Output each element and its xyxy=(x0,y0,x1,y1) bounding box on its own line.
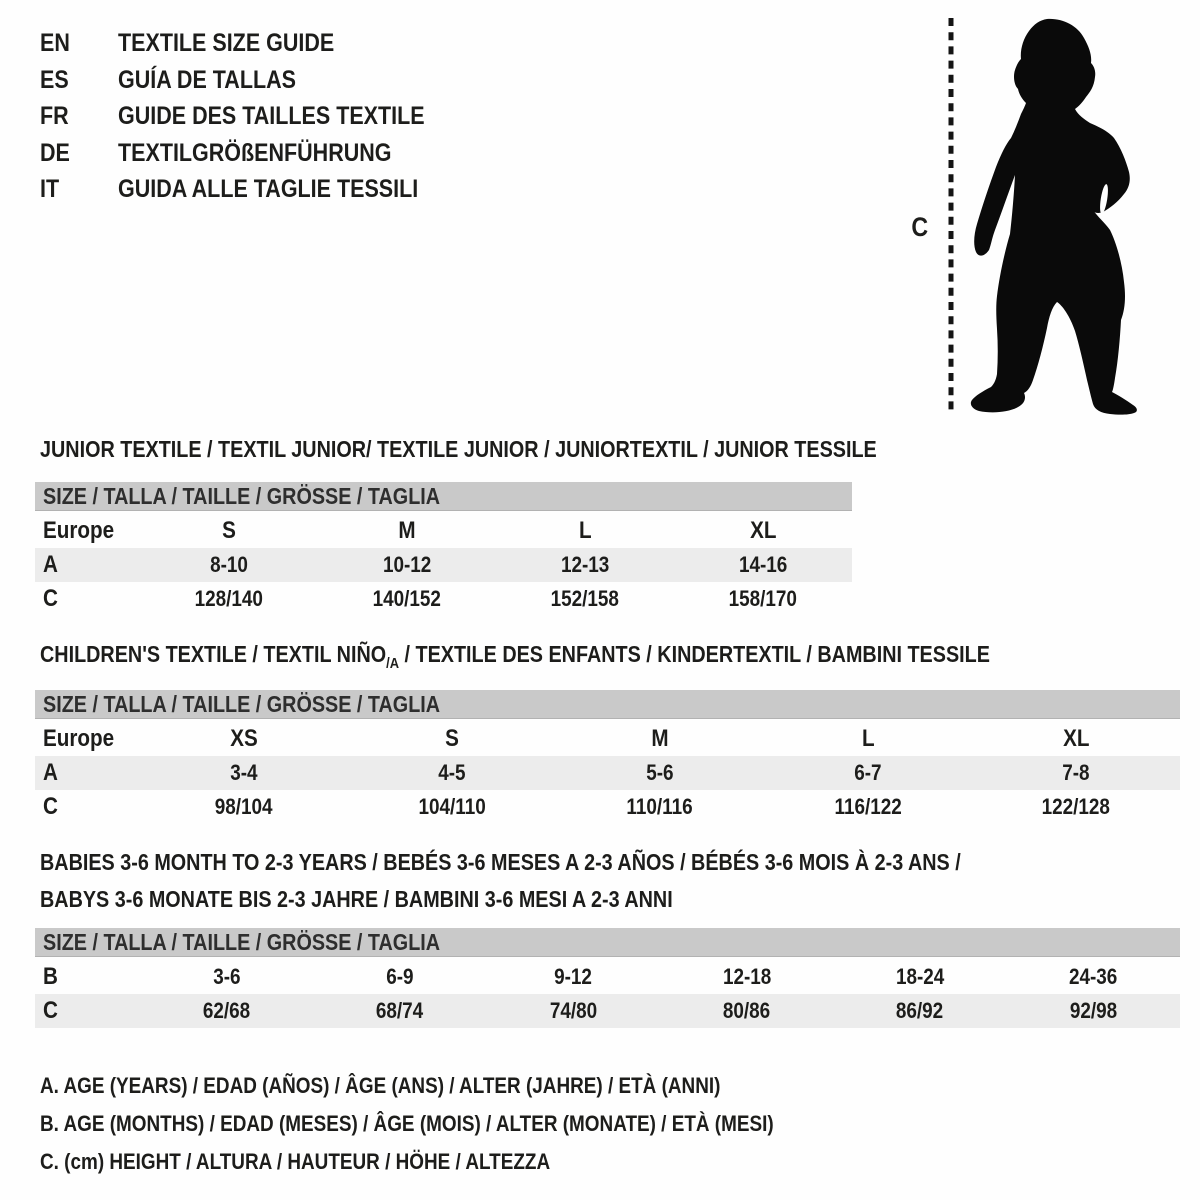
language-title-text: TEXTILE SIZE GUIDE xyxy=(118,29,335,57)
measure-label-text: C xyxy=(911,212,929,242)
table-cell-text: 80/86 xyxy=(722,998,771,1023)
babies-section-title-line2 xyxy=(40,886,776,912)
table-cell-text: 152/158 xyxy=(550,586,620,611)
language-code-text: FR xyxy=(40,102,69,130)
table-cell-text: 12-13 xyxy=(560,552,610,577)
table-cell-text: 24-36 xyxy=(1069,964,1118,989)
table-cell-text: 98/104 xyxy=(215,794,273,819)
table-cell xyxy=(313,964,486,990)
language-title xyxy=(118,62,325,99)
size-cell xyxy=(348,725,556,753)
table-cell xyxy=(660,964,833,990)
row-label-text: C xyxy=(43,585,58,612)
language-code-text: DE xyxy=(40,138,70,167)
row-label xyxy=(35,793,140,821)
table-cell xyxy=(348,794,556,820)
table-cell xyxy=(318,586,496,612)
legend xyxy=(40,1067,893,1181)
size-cell-text: L xyxy=(861,725,875,752)
language-title xyxy=(118,25,369,62)
table-cell xyxy=(348,760,556,786)
row-label xyxy=(35,725,140,753)
row-label xyxy=(35,997,140,1025)
size-cell xyxy=(674,517,852,545)
babies-table xyxy=(35,928,1180,1028)
size-cell xyxy=(556,725,764,753)
table-cell xyxy=(140,586,318,612)
babies-section-title-line1 xyxy=(40,849,1111,875)
size-cell xyxy=(496,517,674,545)
size-cell-text: S xyxy=(445,725,459,752)
row-label-text: B xyxy=(43,963,58,990)
language-title xyxy=(118,98,475,135)
table-cell xyxy=(496,586,674,612)
table-cell xyxy=(140,552,318,578)
legend-line-a xyxy=(40,1067,893,1105)
table-cell xyxy=(972,760,1180,786)
size-cell-text: M xyxy=(398,517,416,544)
legend-line-c xyxy=(40,1143,893,1181)
table-cell xyxy=(674,552,852,578)
table-cell xyxy=(764,760,972,786)
junior-table-header-bar xyxy=(35,482,852,511)
table-cell xyxy=(833,998,1006,1024)
children-age-row xyxy=(35,756,1180,790)
size-cell xyxy=(140,517,318,545)
language-list xyxy=(40,25,475,208)
table-cell-text: 128/140 xyxy=(194,586,264,611)
children-section-title xyxy=(40,641,1145,677)
junior-size-row xyxy=(35,514,852,548)
table-cell-text: 3-4 xyxy=(230,760,258,785)
table-cell-text: 9-12 xyxy=(554,964,593,989)
table-cell xyxy=(140,794,348,820)
table-cell xyxy=(487,964,660,990)
toddler-silhouette-path xyxy=(971,19,1137,415)
row-label xyxy=(35,759,140,787)
language-code xyxy=(40,171,118,208)
children-height-row xyxy=(35,790,1180,824)
language-code xyxy=(40,135,118,172)
row-label xyxy=(35,963,140,991)
language-title-text: GUIDE DES TAILLES TEXTILE xyxy=(118,102,425,130)
toddler-silhouette-icon xyxy=(971,19,1137,415)
row-label-text: A xyxy=(43,759,58,786)
junior-age-row xyxy=(35,548,852,582)
row-label-text: Europe xyxy=(43,517,115,544)
size-header-label: SIZE / TALLA / TAILLE / GRÖSSE / TAGLIA xyxy=(43,690,441,717)
table-cell-text: 140/152 xyxy=(372,586,442,611)
table-cell xyxy=(140,760,348,786)
table-cell-text: 7-8 xyxy=(1062,760,1090,785)
size-cell xyxy=(972,725,1180,753)
language-title-text: GUIDA ALLE TAGLIE TESSILI xyxy=(118,175,419,203)
table-cell xyxy=(496,552,674,578)
row-label xyxy=(35,517,140,545)
table-cell-text: 10-12 xyxy=(382,552,432,577)
table-cell-text: 158/170 xyxy=(728,586,798,611)
row-label xyxy=(35,551,140,579)
size-cell xyxy=(318,517,496,545)
row-label xyxy=(35,585,140,613)
table-cell-text: 110/116 xyxy=(626,794,694,819)
language-title-text: GUÍA DE TALLAS xyxy=(118,65,296,94)
table-cell xyxy=(556,794,764,820)
junior-section-title xyxy=(40,436,1013,462)
table-cell xyxy=(487,998,660,1024)
language-title xyxy=(118,171,467,208)
size-header-label: SIZE / TALLA / TAILLE / GRÖSSE / TAGLIA xyxy=(43,482,441,509)
size-cell-text: S xyxy=(222,517,236,544)
table-cell-text: 104/110 xyxy=(418,794,486,819)
size-cell-text: XL xyxy=(1062,725,1090,752)
table-cell xyxy=(764,794,972,820)
size-cell-text: L xyxy=(578,517,592,544)
table-cell xyxy=(833,964,1006,990)
babies-height-row xyxy=(35,994,1180,1028)
language-code xyxy=(40,25,118,62)
table-cell-text: 74/80 xyxy=(549,998,597,1023)
table-cell xyxy=(140,964,313,990)
language-row xyxy=(40,98,475,135)
row-label-text: C xyxy=(43,997,58,1024)
language-title-text: TEXTILGRÖßENFÜHRUNG xyxy=(118,138,392,167)
children-section-title-text xyxy=(40,641,990,677)
table-cell xyxy=(674,586,852,612)
language-code-text: ES xyxy=(40,65,69,94)
table-cell xyxy=(1007,964,1180,990)
language-row xyxy=(40,62,475,99)
language-row xyxy=(40,25,475,62)
children-table xyxy=(35,690,1180,824)
table-cell xyxy=(313,998,486,1024)
babies-title-line1-text: BABIES 3-6 MONTH TO 2-3 YEARS / BEBÉS 3-6 MESES A 2-3 AÑOS / BÉBÉS 3-6 MOIS À 2-3 ANS / xyxy=(40,849,961,875)
table-cell-text: 86/92 xyxy=(896,998,944,1023)
legend-line-b xyxy=(40,1105,893,1143)
table-cell-text: 68/74 xyxy=(376,998,424,1023)
table-cell-text: 62/68 xyxy=(202,998,251,1023)
babies-table-header-bar xyxy=(35,928,1180,957)
table-cell xyxy=(140,998,313,1024)
row-label-text: A xyxy=(43,551,58,578)
table-cell xyxy=(1007,998,1180,1024)
language-row xyxy=(40,135,475,172)
table-cell-text: 116/122 xyxy=(834,794,902,819)
language-row xyxy=(40,171,475,208)
babies-title-line2-text: BABYS 3-6 MONATE BIS 2-3 JAHRE / BAMBINI 3-6 MESI A 2-3 ANNI xyxy=(40,886,673,912)
size-cell xyxy=(764,725,972,753)
row-label-text: Europe xyxy=(43,725,115,752)
size-header-label: SIZE / TALLA / TAILLE / GRÖSSE / TAGLIA xyxy=(43,928,441,955)
size-cell xyxy=(140,725,348,753)
row-label-text: C xyxy=(43,793,58,820)
table-cell xyxy=(318,552,496,578)
toddler-figure xyxy=(900,8,1160,420)
table-cell-text: 6-9 xyxy=(386,964,414,989)
table-cell xyxy=(972,794,1180,820)
table-cell xyxy=(556,760,764,786)
table-cell-text: 3-6 xyxy=(212,964,241,989)
table-cell-text: 122/128 xyxy=(1041,794,1111,819)
table-cell-text: 18-24 xyxy=(895,964,945,989)
junior-height-row xyxy=(35,582,852,616)
children-title-post: / TEXTILE DES ENFANTS / KINDERTEXTIL / BAMBINI TESSILE xyxy=(399,641,990,667)
children-title-sub: /A xyxy=(386,655,400,672)
size-cell-text: M xyxy=(651,725,669,752)
table-cell-text: 6-7 xyxy=(854,760,882,785)
language-title xyxy=(118,135,436,172)
junior-table xyxy=(35,482,852,616)
language-code xyxy=(40,62,118,99)
size-cell-text: XL xyxy=(749,517,777,544)
legend-line-c-text: C. (cm) HEIGHT / ALTURA / HAUTEUR / HÖHE / ALTEZZA xyxy=(40,1149,551,1174)
legend-line-a-text: A. AGE (YEARS) / EDAD (AÑOS) / ÂGE (ANS) / ALTER (JAHRE) / ETÀ (ANNI) xyxy=(40,1073,721,1098)
language-code xyxy=(40,98,118,135)
babies-age-row xyxy=(35,960,1180,994)
table-cell-text: 5-6 xyxy=(646,760,674,785)
legend-line-b-text: B. AGE (MONTHS) / EDAD (MESES) / ÂGE (MOIS) / ALTER (MONATE) / ETÀ (MESI) xyxy=(40,1111,774,1136)
children-table-header-bar xyxy=(35,690,1180,719)
table-cell-text: 12-18 xyxy=(722,964,771,989)
junior-section-title-text: JUNIOR TEXTILE / TEXTIL JUNIOR/ TEXTILE JUNIOR / JUNIORTEXTIL / JUNIOR TESSILE xyxy=(40,436,877,462)
language-code-text: EN xyxy=(40,29,70,57)
table-cell xyxy=(660,998,833,1024)
table-cell-text: 4-5 xyxy=(438,760,466,785)
children-title-pre: CHILDREN'S TEXTILE / TEXTIL NIÑO xyxy=(40,641,387,667)
table-cell-text: 14-16 xyxy=(738,552,788,577)
language-code-text: IT xyxy=(40,175,60,203)
children-size-row xyxy=(35,722,1180,756)
table-cell-text: 92/98 xyxy=(1069,998,1117,1023)
table-cell-text: 8-10 xyxy=(210,552,248,577)
size-cell-text: XS xyxy=(230,725,258,752)
